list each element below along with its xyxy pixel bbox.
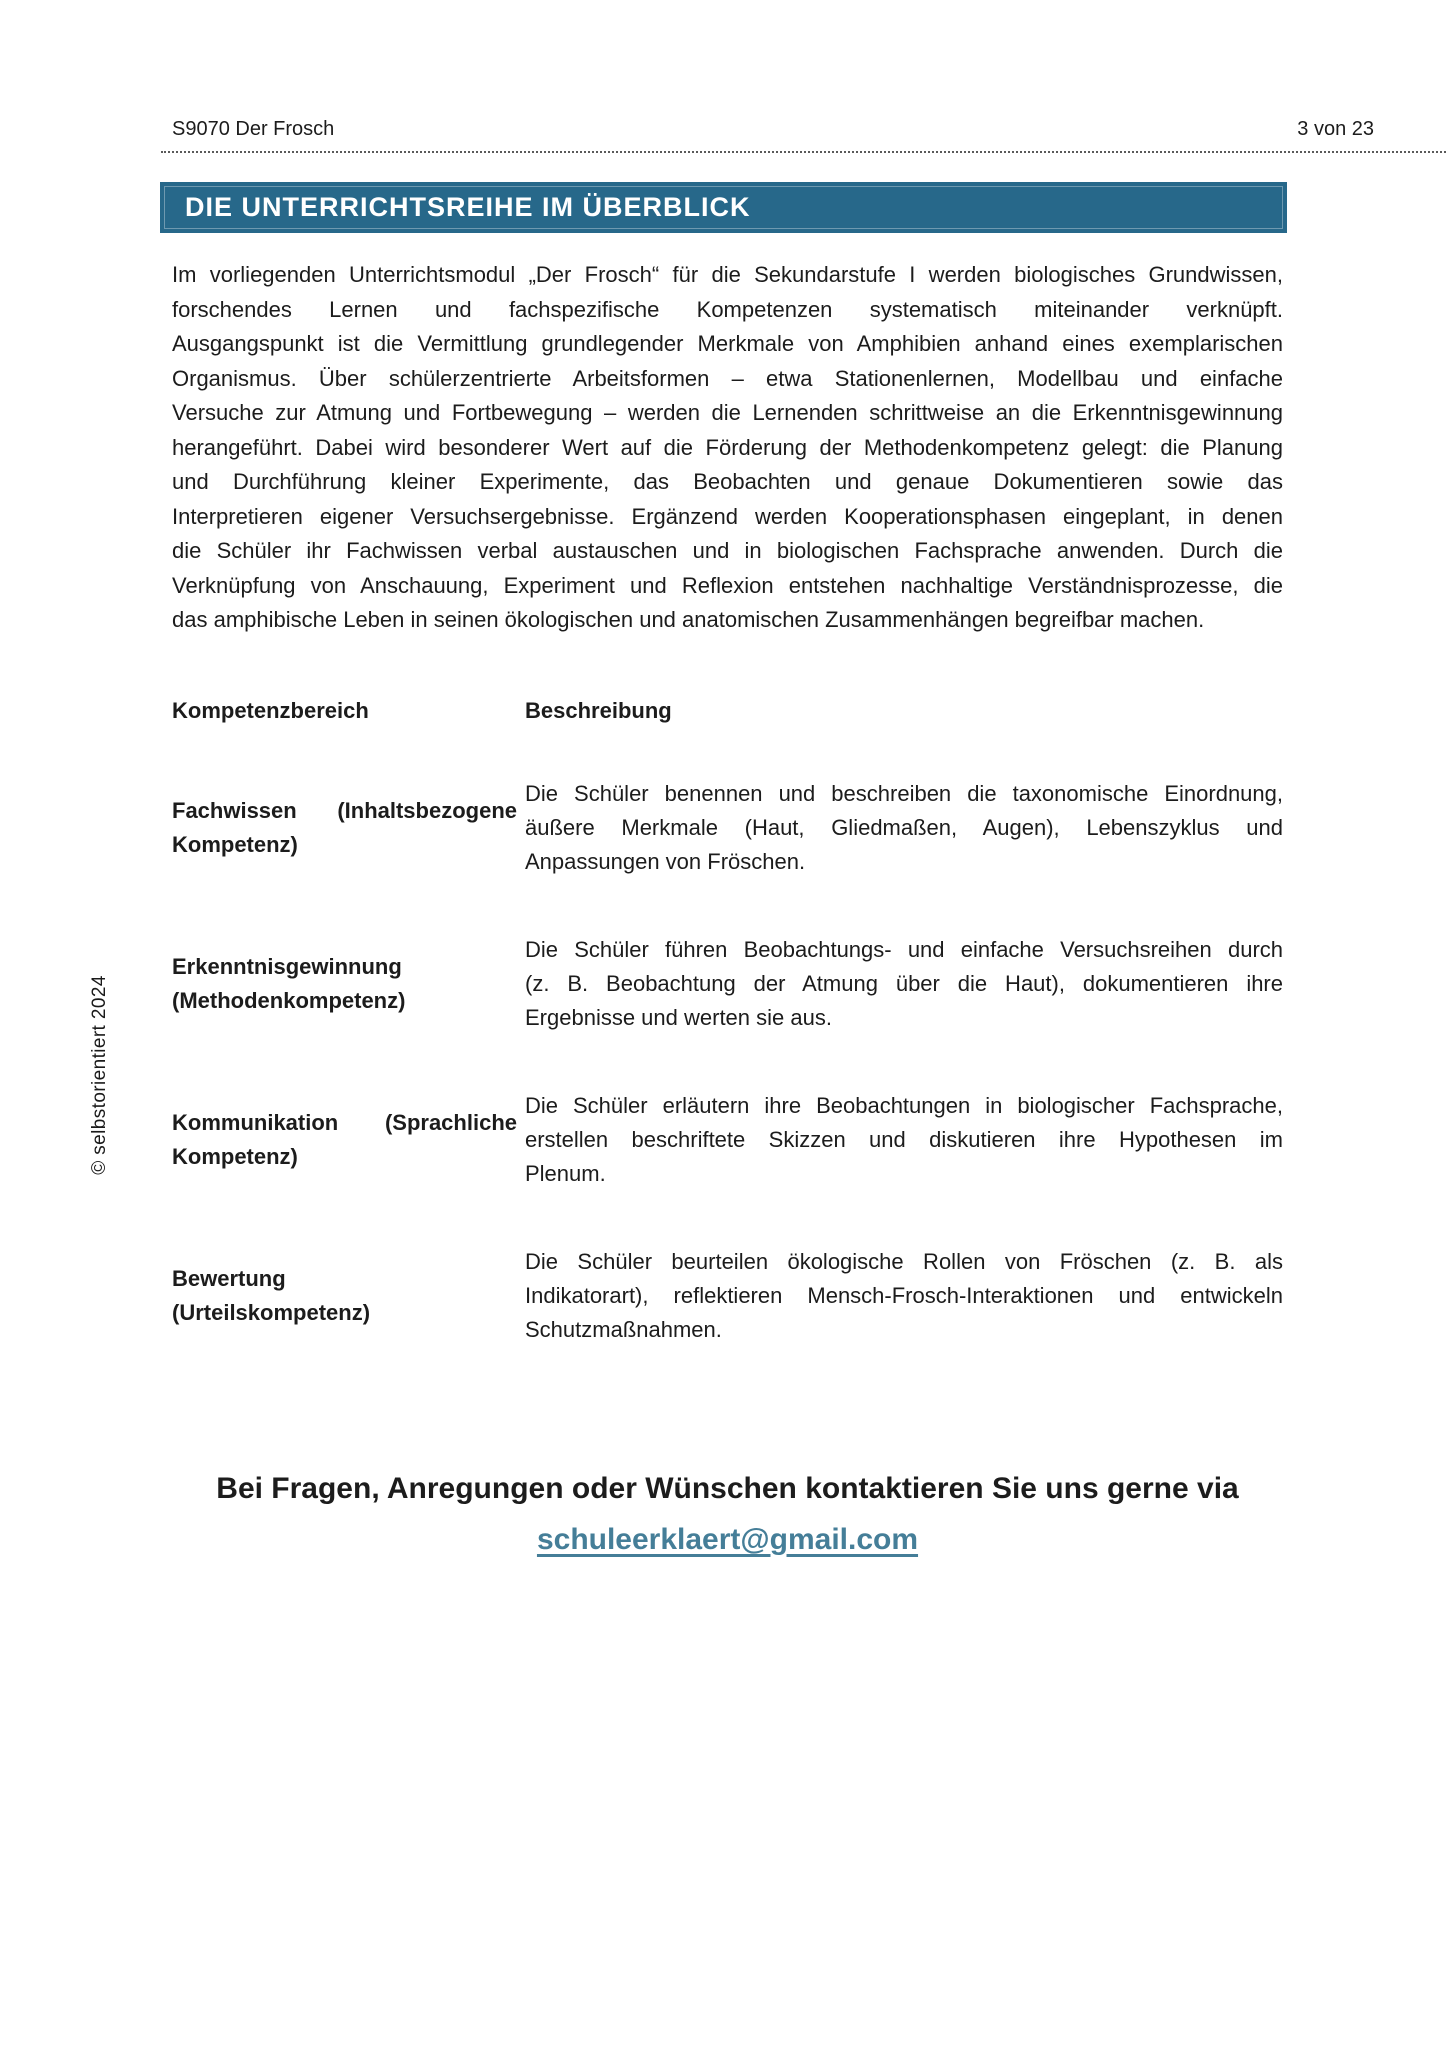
competency-description [525, 1245, 1283, 1347]
text-line: Organismus. Über schülerzentrierte Arbeitsformen – etwa Stationenlernen, Modellbau und einfache [172, 365, 1283, 391]
text-line: Die Schüler beurteilen ökologische Rollen von Fröschen (z. B. als [525, 1248, 1283, 1274]
competency-description [525, 777, 1283, 879]
section-title: DIE UNTERRICHTSREIHE IM ÜBERBLICK [185, 192, 751, 222]
text-line: herangeführt. Dabei wird besonderer Wert auf die Förderung der Methodenkompetenz gelegt: die Planung [172, 434, 1283, 460]
text-line: Kommunikation (Sprachliche [172, 1109, 517, 1135]
text-line: Bewertung [172, 1265, 286, 1291]
text-line: Interpretieren eigener Versuchsergebnisse. Ergänzend werden Kooperationsphasen eingeplant, in denen [172, 503, 1283, 529]
text-line: Im vorliegenden Unterrichtsmodul „Der Frosch“ für die Sekundarstufe I werden biologisches Grundwissen, [172, 262, 1283, 287]
email-link[interactable]: schuleerklaert@gmail.com [536, 1522, 919, 1556]
table-row [172, 777, 1283, 879]
table-row [172, 1089, 1283, 1191]
text-line: das amphibische Leben in seinen ökologischen und anatomischen Zusammenhängen begreifbar machen. [172, 607, 1205, 632]
text-line: Plenum. [525, 1160, 606, 1186]
text-line: Ausgangspunkt ist die Vermittlung grundlegender Merkmale von Amphibien anhand eines exemplarischen [172, 331, 1283, 356]
intro-paragraph [172, 258, 1283, 638]
text-line: die Schüler ihr Fachwissen verbal austauschen und in biologischen Fachsprache anwenden. Durch die [172, 538, 1283, 563]
text-line: Die Schüler erläutern ihre Beobachtungen in biologischer Fachsprache, [525, 1092, 1283, 1118]
text-line: Versuche zur Atmung und Fortbewegung – werden die Lernenden schrittweise an die Erkenntnisgewinnung [172, 400, 1283, 425]
text-line: (z. B. Beobachtung der Atmung über die Haut), dokumentieren ihre [525, 970, 1283, 996]
text-line: Kompetenz) [172, 1143, 298, 1169]
table-row [172, 1245, 1283, 1347]
competency-area [172, 794, 517, 862]
section-banner [160, 182, 1287, 233]
competency-description [525, 1089, 1283, 1191]
competency-area [172, 1262, 517, 1330]
text-line: Erkenntnisgewinnung [172, 953, 402, 979]
copyright-note: © selbstorientiert 2024 [89, 975, 110, 1175]
text-line: Ergebnisse und werten sie aus. [525, 1004, 832, 1030]
table-header-row [172, 694, 1283, 728]
competency-area [172, 1106, 517, 1174]
page-number: 3 von 23 [1297, 118, 1374, 140]
header-divider [161, 151, 1446, 153]
text-line: und Durchführung kleiner Experimente, das Beobachten und genaue Dokumentieren sowie das [172, 469, 1283, 494]
competency-description [525, 933, 1283, 1035]
text-line: äußere Merkmale (Haut, Gliedmaßen, Augen), Lebenszyklus und [525, 814, 1283, 840]
text-line: Die Schüler benennen und beschreiben die taxonomische Einordnung, [525, 780, 1283, 806]
competency-table [172, 694, 1283, 1347]
contact-email-line [172, 1519, 1283, 1561]
text-line: Anpassungen von Fröschen. [525, 848, 806, 874]
text-line: Die Schüler führen Beobachtungs- und einfache Versuchsreihen durch [525, 936, 1283, 962]
page-header [172, 0, 1374, 142]
text-line: (Urteilskompetenz) [172, 1299, 371, 1325]
text-line: Kompetenz) [172, 831, 298, 857]
column-header-kompetenzbereich: Kompetenzbereich [172, 697, 369, 723]
document-code: S9070 Der Frosch [172, 118, 335, 140]
text-line: erstellen beschriftete Skizzen und diskutieren ihre Hypothesen im [525, 1126, 1283, 1152]
contact-block [172, 1467, 1283, 1561]
contact-message: Bei Fragen, Anregungen oder Wünschen kontaktieren Sie uns gerne via [216, 1471, 1239, 1505]
competency-area [172, 950, 517, 1018]
table-row [172, 933, 1283, 1035]
text-line: Fachwissen (Inhaltsbezogene [172, 797, 517, 823]
text-line: Schutzmaßnahmen. [525, 1316, 722, 1342]
text-line: Verknüpfung von Anschauung, Experiment und Reflexion entstehen nachhaltige Verständnisprozesse, die [172, 572, 1283, 598]
text-line: Indikatorart), reflektieren Mensch-Frosch-Interaktionen und entwickeln [525, 1282, 1283, 1308]
text-line: forschendes Lernen und fachspezifische Kompetenzen systematisch miteinander verknüpft. [172, 296, 1283, 322]
column-header-beschreibung: Beschreibung [525, 697, 672, 723]
text-line: (Methodenkompetenz) [172, 987, 406, 1013]
